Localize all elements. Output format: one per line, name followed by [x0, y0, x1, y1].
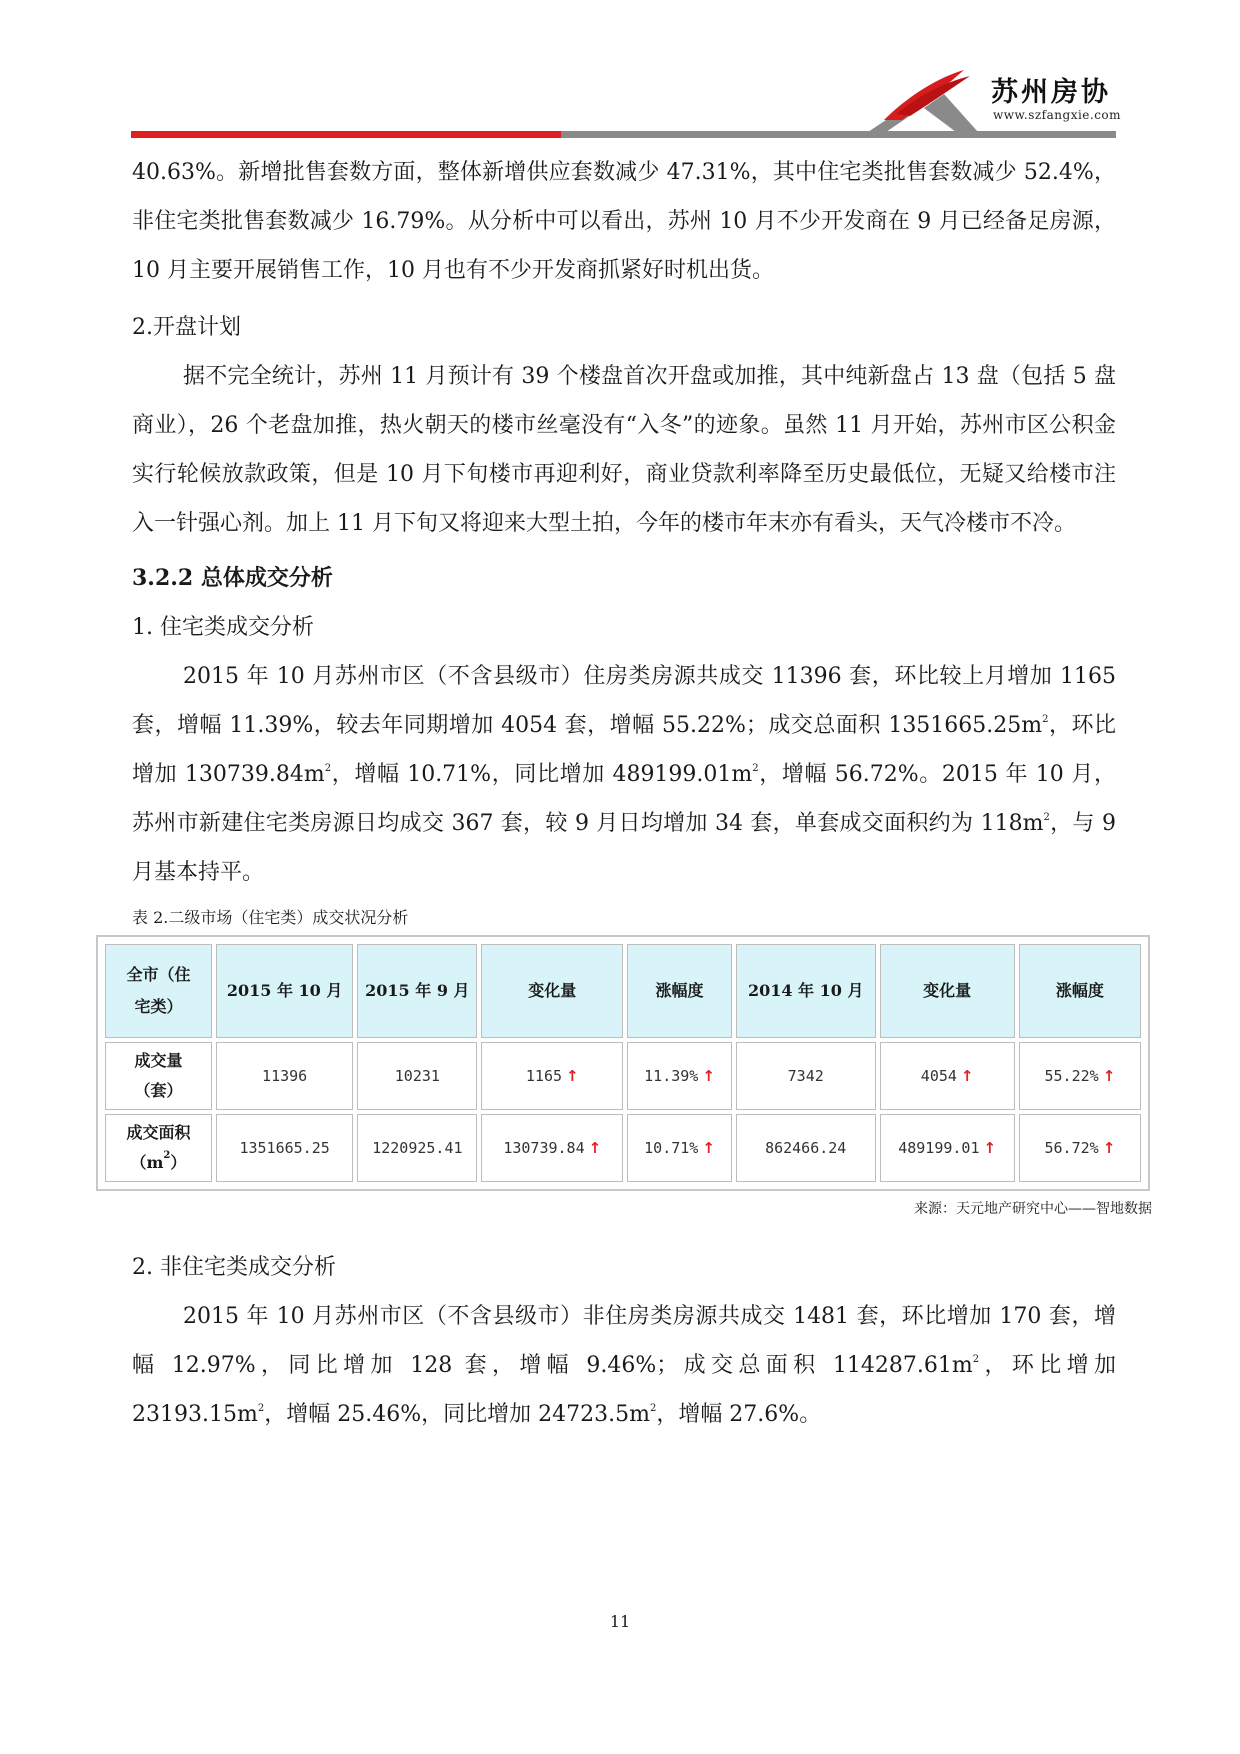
table-cell: 1351665.25	[216, 1114, 353, 1182]
table-caption: 表 2.二级市场（住宅类）成交状况分析	[132, 908, 409, 927]
row-label: 成交面积 $(m^2)$	[105, 1114, 212, 1182]
paragraph-residential: 2015 年 10 月苏州市区（不含县级市）住房类房源共成交 11396 套，环比较上月增加 1165 套，增幅 11.39%，较去年同期增加 4054 套，增幅 55.22%；成交总面积 $1351665.25m^2$，环比增加 $130739.84m^2$，增幅 10.71%，同比增加 $489199.01m^2$，增幅 56.72%。2015 年 10 月，苏州市新建住宅类房源日均成交 367 套，较 9 月日均增加 34 套，单套成交面积约为 $118m^2$，与 9 月基本持平。	[132, 664, 1116, 885]
table-cell: 489199.01 ↑	[880, 1114, 1015, 1182]
paragraph-intro: 40.63%。新增批售套数方面，整体新增供应套数减少 47.31%，其中住宅类批售套数减少 52.4%，非住宅类批售套数减少 16.79%。从分析中可以看出，苏州 10 月不少开发商在 9 月已经备足房源，10 月主要开展销售工作，10 月也有不少开发商抓紧好时机出货。	[132, 160, 1116, 283]
table-row	[105, 1042, 1141, 1110]
table-header-cell: 涨幅度	[627, 944, 732, 1038]
up-arrow-icon: ↑	[960, 1067, 974, 1085]
table-cell: 55.22% ↑	[1019, 1042, 1141, 1110]
logo-url: www.szfangxie.com	[993, 108, 1122, 122]
header-rule-gray	[561, 131, 1116, 138]
table-header-cell: 全市（住宅类）	[105, 944, 212, 1038]
table-cell: 11.39% ↑	[627, 1042, 732, 1110]
table-cell: 56.72% ↑	[1019, 1114, 1141, 1182]
up-arrow-icon: ↑	[588, 1139, 602, 1157]
page-number: 11	[609, 1612, 631, 1631]
table-row	[105, 1114, 1141, 1182]
table-header-row	[105, 944, 1141, 1038]
table-header-cell: 2014 年 10 月	[736, 944, 876, 1038]
table-cell: 1165 ↑	[481, 1042, 623, 1110]
heading-nonresidential: 2. 非住宅类成交分析	[132, 1255, 336, 1280]
up-arrow-icon: ↑	[1102, 1139, 1116, 1157]
up-arrow-icon: ↑	[702, 1139, 715, 1157]
table-cell: 4054 ↑	[880, 1042, 1015, 1110]
up-arrow-icon: ↑	[983, 1139, 997, 1157]
table-header-cell: 2015 年 9 月	[357, 944, 477, 1038]
residential-table	[96, 935, 1150, 1191]
up-arrow-icon: ↑	[1102, 1067, 1116, 1085]
paragraph-opening-plan: 据不完全统计，苏州 11 月预计有 39 个楼盘首次开盘或加推，其中纯新盘占 13 盘（包括 5 盘商业），26 个老盘加推，热火朝天的楼市丝毫没有“入冬”的迹象。虽然 11 月开始，苏州市区公积金实行轮候放款政策，但是 10 月下旬楼市再迎利好，商业贷款利率降至历史最低位，无疑又给楼市注入一针强心剂。加上 11 月下旬又将迎来大型土拍，今年的楼市年末亦有看头，天气冷楼市不冷。	[132, 364, 1116, 536]
table-cell: 130739.84 ↑	[481, 1114, 623, 1182]
table-header-cell: 变化量	[481, 944, 623, 1038]
up-arrow-icon: ↑	[702, 1067, 715, 1085]
page-content	[126, 148, 1152, 1439]
table-source: 来源：天元地产研究中心——智地数据	[914, 1201, 1152, 1217]
table-cell: 10231	[357, 1042, 477, 1110]
row-label: 成交量（套）	[105, 1042, 212, 1110]
szfangxie-logo-icon	[866, 68, 986, 134]
table-header-cell: 2015 年 10 月	[216, 944, 353, 1038]
table-cell: 11396	[216, 1042, 353, 1110]
heading-residential: 1. 住宅类成交分析	[132, 615, 314, 640]
table-header-cell: 涨幅度	[1019, 944, 1141, 1038]
heading-section-322: 3.2.2 总体成交分析	[132, 565, 333, 591]
up-arrow-icon: ↑	[566, 1067, 579, 1085]
header-rule-red	[131, 131, 561, 138]
table-header-cell: 变化量	[880, 944, 1015, 1038]
heading-opening-plan: 2.开盘计划	[132, 315, 241, 340]
logo-title: 苏州房协	[991, 77, 1111, 108]
table-cell: 7342	[736, 1042, 876, 1110]
table-cell: 1220925.41	[357, 1114, 477, 1182]
page-header	[131, 60, 1122, 142]
paragraph-nonresidential: 2015 年 10 月苏州市区（不含县级市）非住房类房源共成交 1481 套，环比增加 170 套，增幅 12.97%，同比增加 128 套，增幅 9.46%；成交总面积 $114287.61m^2$，环比增加 $23193.15m^2$，增幅 25.46%，同比增加 $24723.5m^2$，增幅 27.6%。	[132, 1304, 1116, 1427]
table-cell: 10.71% ↑	[627, 1114, 732, 1182]
table-cell: 862466.24	[736, 1114, 876, 1182]
